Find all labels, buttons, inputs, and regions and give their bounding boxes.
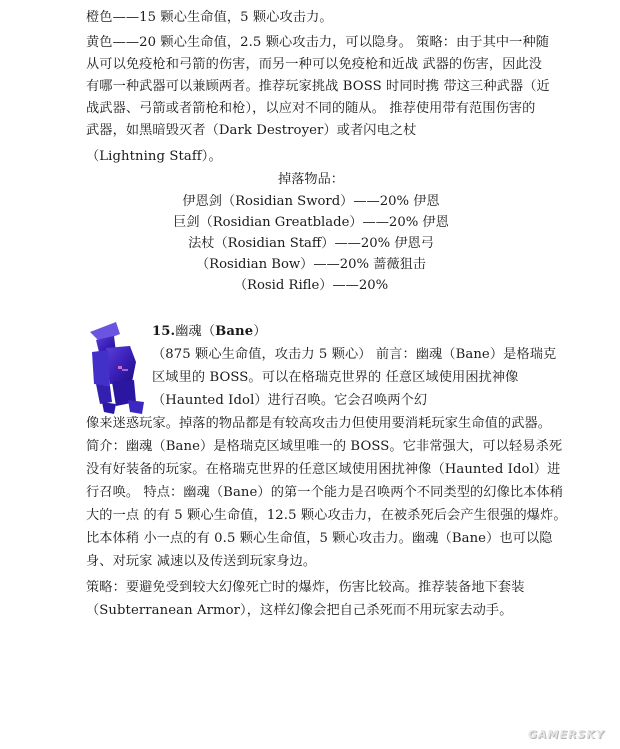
text-line-yellow: 黄色——20 颗心生命值，2.5 颗心攻击力，可以隐身。 策略：由于其中一种随 <box>86 35 550 50</box>
drop-item: 伊恩剑（Rosidian Sword）——20% 伊恩 <box>182 194 440 209</box>
drop-item: （Rosid Rifle）——20% <box>233 278 389 293</box>
text-line: 像来迷惑玩家。掉落的物品都是有较高攻击力但使用要消耗玩家生命值的武器。 <box>86 416 552 431</box>
drop-item: 法杖（Rosidian Staff）——20% 伊恩弓 <box>188 236 434 251</box>
text-line: （Haunted Idol）进行召唤。它会召唤两个幻 <box>152 393 428 408</box>
boss-image <box>86 322 146 414</box>
text-line: 武器，如黑暗毁灭者（Dark Destroyer）或者闪电之杖 <box>86 123 417 138</box>
text-line: 简介：幽魂（Bane）是格瑞克区域里唯一的 BOSS。它非常强大，可以轻易杀死 <box>86 439 563 454</box>
text-line: 区域里的 BOSS。可以在格瑞克世界的 任意区域使用困扰神像 <box>152 370 519 385</box>
text-line: （Lightning Staff）。 <box>86 149 222 164</box>
text-line: 大的一点 的有 5 颗心生命值，12.5 颗心攻击力，在被杀死后会产生很强的爆炸。 <box>86 508 567 523</box>
drops-title: 掉落物品： <box>278 172 344 187</box>
text-line: 身、对玩家 减速以及传送到玩家身边。 <box>86 554 317 569</box>
boss-name-en: Bane <box>215 324 254 339</box>
strategy-line: 策略：要避免受到较大幻像死亡时的爆炸，伤害比较高。推荐装备地下套装 <box>86 580 525 595</box>
boss-number: 15. <box>152 324 176 339</box>
text-line: 战武器、弓箭或者箭枪和枪），以应对不同的随从。 推荐使用带有范围伤害的 <box>86 101 536 116</box>
strategy-line: （Subterranean Armor），这样幻像会把自己杀死而不用玩家去动手。 <box>86 603 513 618</box>
text-line-orange: 橙色——15 颗心生命值，5 颗心攻击力。 <box>86 10 333 25</box>
text-line: 行召唤。 特点：幽魂（Bane）的第一个能力是召唤两个不同类型的幻像比本体稍 <box>86 485 564 500</box>
text-line: 有哪一种武器可以兼顾两者。推荐玩家挑战 BOSS 时同时携 带这三种武器（近 <box>86 79 550 94</box>
text-line: 比本体稍 小一点的有 0.5 颗心生命值，5 颗心攻击力。幽魂（Bane）也可以隐 <box>86 531 553 546</box>
watermark-logo: GAMERSKY <box>528 728 605 741</box>
text-line: （875 颗心生命值，攻击力 5 颗心） 前言：幽魂（Bane）是格瑞克 <box>152 347 557 362</box>
drop-item: 巨剑（Rosidian Greatblade）——20% 伊恩 <box>173 215 449 230</box>
boss-heading-close: ） <box>253 324 267 339</box>
text-line: 没有好装备的玩家。在格瑞克世界的任意区域使用困扰神像（Haunted Idol）进 <box>86 462 561 477</box>
boss-name-cn: 幽魂（ <box>175 324 216 339</box>
drop-item: （Rosidian Bow）——20% 蔷薇狙击 <box>196 257 426 272</box>
text-line: 从可以免疫枪和弓箭的伤害，而另一种可以免疫枪和近战 武器的伤害，因此没 <box>86 57 543 72</box>
boss-heading <box>152 322 267 342</box>
